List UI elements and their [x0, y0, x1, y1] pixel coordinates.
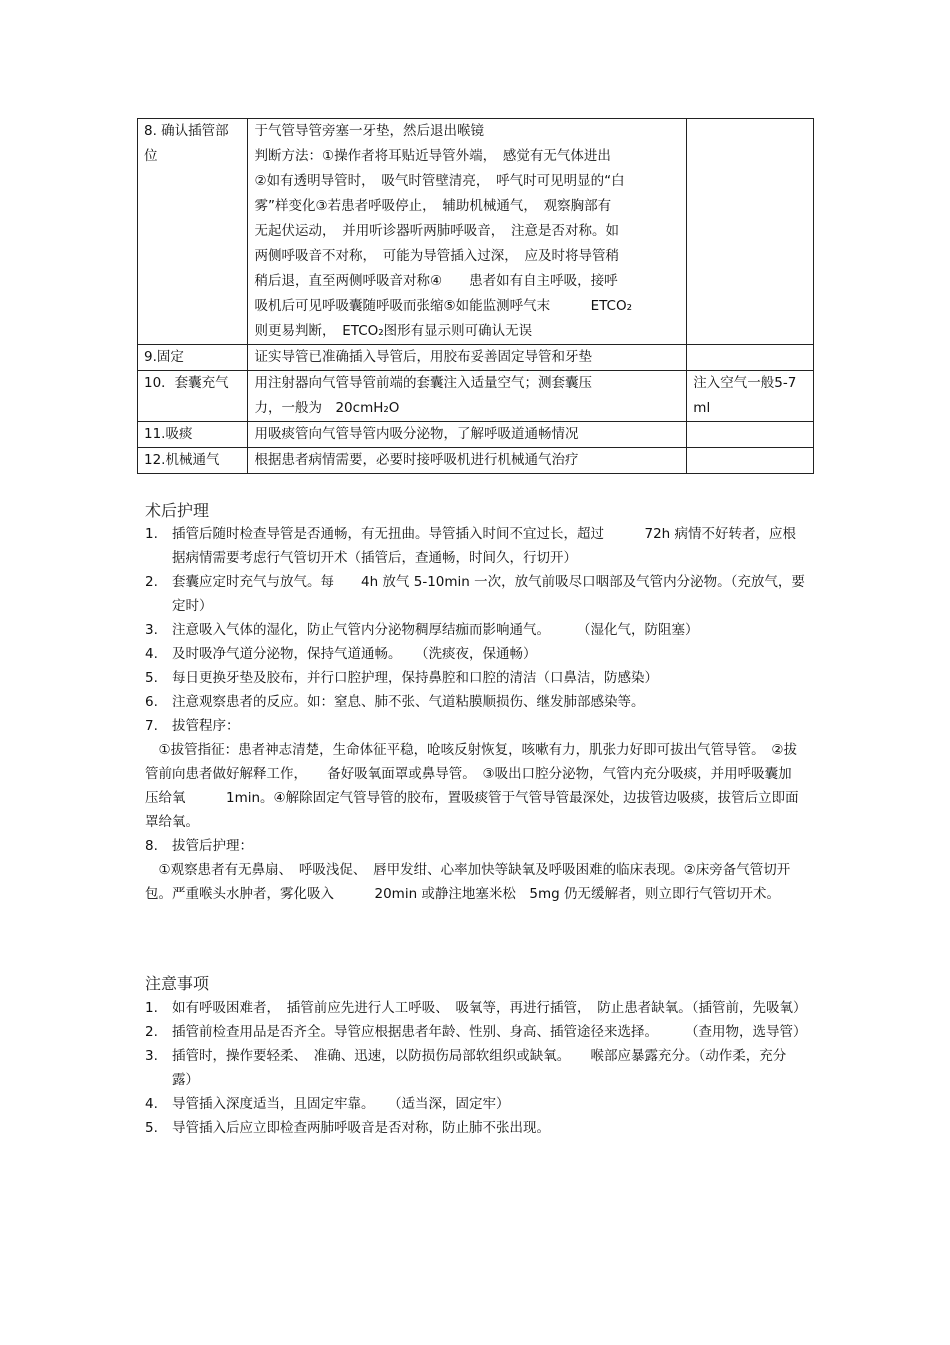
- item-text: 插管后随时检查导管是否通畅，有无扭曲。导管插入时间不宜过长，超过 72h 病情不好转者，应根据病情需要考虑行气管切开术（插管后，查通畅，时间久，行切开）: [172, 526, 797, 566]
- step-name-cell: 8. 确认插管部位: [138, 119, 248, 345]
- table-row: [138, 345, 814, 371]
- item-text: 拔管程序：: [172, 718, 240, 734]
- precautions-heading: 注意事项: [145, 974, 210, 993]
- desc-line: 雾”样变化③若患者呼吸停止， 辅助机械通气， 观察胸部有: [254, 198, 612, 214]
- item-text: 每日更换牙垫及胶布，并行口腔护理，保持鼻腔和口腔的清洁（口鼻洁，防感染）: [172, 670, 658, 686]
- desc-line: 则更易判断， ETCO₂图形有显示则可确认无误: [254, 323, 533, 339]
- item-text: 如有呼吸困难者， 插管前应先进行人工呼吸、 吸氧等，再进行插管， 防止患者缺氧。（插管前，先吸氧）: [172, 1000, 807, 1016]
- post-extubation-care-paragraph: ①观察患者有无鼻扇、 呼吸浅促、 唇甲发绀、心率加快等缺氧及呼吸困难的临床表现。②床旁备气管切开包。严重喉头水肿者，雾化吸入 20min 或静注地塞米松 5mg 仍无缓解者，则立即行气管切开术。: [145, 862, 791, 902]
- desc-line: 稍后退，直至两侧呼吸音对称④ 患者如有自主呼吸，接呼: [254, 273, 618, 289]
- item-number: 1.: [145, 1000, 158, 1016]
- step-name-cell: 12.机械通气: [138, 448, 248, 474]
- list-item: [145, 570, 805, 618]
- item-number: 6.: [145, 694, 158, 710]
- item-text: 套囊应定时充气与放气。每 4h 放气 5-10min 一次，放气前吸尽口咽部及气管内分泌物。（充放气，要定时）: [172, 574, 805, 614]
- item-number: 2.: [145, 1024, 158, 1040]
- postop-care-list: [145, 522, 805, 906]
- desc-line: 吸机后可见呼吸囊随呼吸而张缩⑤如能监测呼气末 ETCO₂: [254, 298, 633, 314]
- item-number: 5.: [145, 670, 158, 686]
- step-desc-cell: [248, 119, 687, 345]
- item-text: 及时吸净气道分泌物，保持气道通畅。 （洗痰夜，保通畅）: [172, 646, 537, 662]
- list-item: [145, 1044, 805, 1092]
- step-note-cell: [687, 119, 814, 345]
- item-text: 注意吸入气体的湿化，防止气管内分泌物稠厚结痂而影响通气。 （湿化气，防阻塞）: [172, 622, 699, 638]
- table-row: [138, 448, 814, 474]
- desc-line: 力，一般为 20cmH₂O: [254, 400, 400, 416]
- desc-line: 根据患者病情需要，必要时接呼吸机进行机械通气治疗: [254, 452, 579, 468]
- list-item: [145, 618, 805, 642]
- item-text: 导管插入后应立即检查两肺呼吸音是否对称，防止肺不张出现。: [172, 1120, 550, 1136]
- item-number: 8.: [145, 838, 158, 854]
- list-item: [145, 834, 805, 858]
- item-text: 插管时，操作要轻柔、 准确、迅速，以防损伤局部软组织或缺氧。 喉部应暴露充分。（动作柔，充分露）: [172, 1048, 787, 1088]
- precautions-list: [145, 996, 805, 1140]
- postop-care-heading: 术后护理: [145, 501, 210, 520]
- extubation-procedure-paragraph: ①拔管指征：患者神志清楚，生命体征平稳，呛咳反射恢复，咳嗽有力，肌张力好即可拔出气管导管。 ②拔管前向患者做好解释工作， 备好吸氧面罩或鼻导管。 ③吸出口腔分泌物，气管内充分吸痰，并用呼吸囊加压给氧 1min。④解除固定气管导管的胶布，置吸痰管于气管导管最深处，边拔管边吸痰，拔管后立即面罩给氧。: [145, 742, 799, 830]
- desc-line: 用吸痰管向气管导管内吸分泌物，了解呼吸道通畅情况: [254, 426, 579, 442]
- item-text: 插管前检查用品是否齐全。导管应根据患者年龄、性别、身高、插管途径来选择。 （查用物，选导管）: [172, 1024, 807, 1040]
- item-number: 1.: [145, 526, 158, 542]
- item-number: 4.: [145, 1096, 158, 1112]
- item-number: 2.: [145, 574, 158, 590]
- step-name-cell: 11.吸痰: [138, 422, 248, 448]
- item-number: 5.: [145, 1120, 158, 1136]
- desc-line: 于气管导管旁塞一牙垫，然后退出喉镜: [254, 123, 484, 139]
- step-name-cell: 10．套囊充气: [138, 371, 248, 422]
- desc-line: 判断方法：①操作者将耳贴近导管外端， 感觉有无气体进出: [254, 148, 611, 164]
- list-item: [145, 642, 805, 666]
- desc-line: 证实导管已准确插入导管后，用胶布妥善固定导管和牙垫: [254, 349, 592, 365]
- item-number: 4.: [145, 646, 158, 662]
- item-number: 7.: [145, 718, 158, 734]
- step-desc-cell: [248, 448, 687, 474]
- table-row: [138, 422, 814, 448]
- list-item: [145, 1020, 805, 1044]
- step-desc-cell: [248, 345, 687, 371]
- item-text: 导管插入深度适当，且固定牢靠。 （适当深，固定牢）: [172, 1096, 510, 1112]
- item-text: 注意观察患者的反应。如：窒息、肺不张、气道粘膜顺损伤、继发肺部感染等。: [172, 694, 645, 710]
- step-desc-cell: [248, 422, 687, 448]
- desc-line: ②如有透明导管时， 吸气时管壁清亮， 呼气时可见明显的“白: [254, 173, 625, 189]
- step-note-cell: 注入空气一般5-7ml: [687, 371, 814, 422]
- list-item: [145, 666, 805, 690]
- step-note-cell: [687, 345, 814, 371]
- procedure-table: [137, 118, 814, 474]
- desc-line: 用注射器向气管导管前端的套囊注入适量空气；测套囊压: [254, 375, 592, 391]
- item-number: 3.: [145, 1048, 158, 1064]
- step-desc-cell: [248, 371, 687, 422]
- desc-line: 无起伏运动， 并用听诊器听两肺呼吸音， 注意是否对称。如: [254, 223, 619, 239]
- item-number: 3.: [145, 622, 158, 638]
- item-text: 拔管后护理：: [172, 838, 253, 854]
- list-item: [145, 690, 805, 714]
- desc-line: 两侧呼吸音不对称， 可能为导管插入过深， 应及时将导管稍: [254, 248, 619, 264]
- step-note-cell: [687, 422, 814, 448]
- list-item: [145, 1116, 805, 1140]
- table-row: [138, 119, 814, 345]
- list-item: [145, 996, 805, 1020]
- list-item: [145, 522, 805, 570]
- list-item: [145, 714, 805, 738]
- table-row: [138, 371, 814, 422]
- step-name-cell: 9.固定: [138, 345, 248, 371]
- list-item: [145, 1092, 805, 1116]
- step-note-cell: [687, 448, 814, 474]
